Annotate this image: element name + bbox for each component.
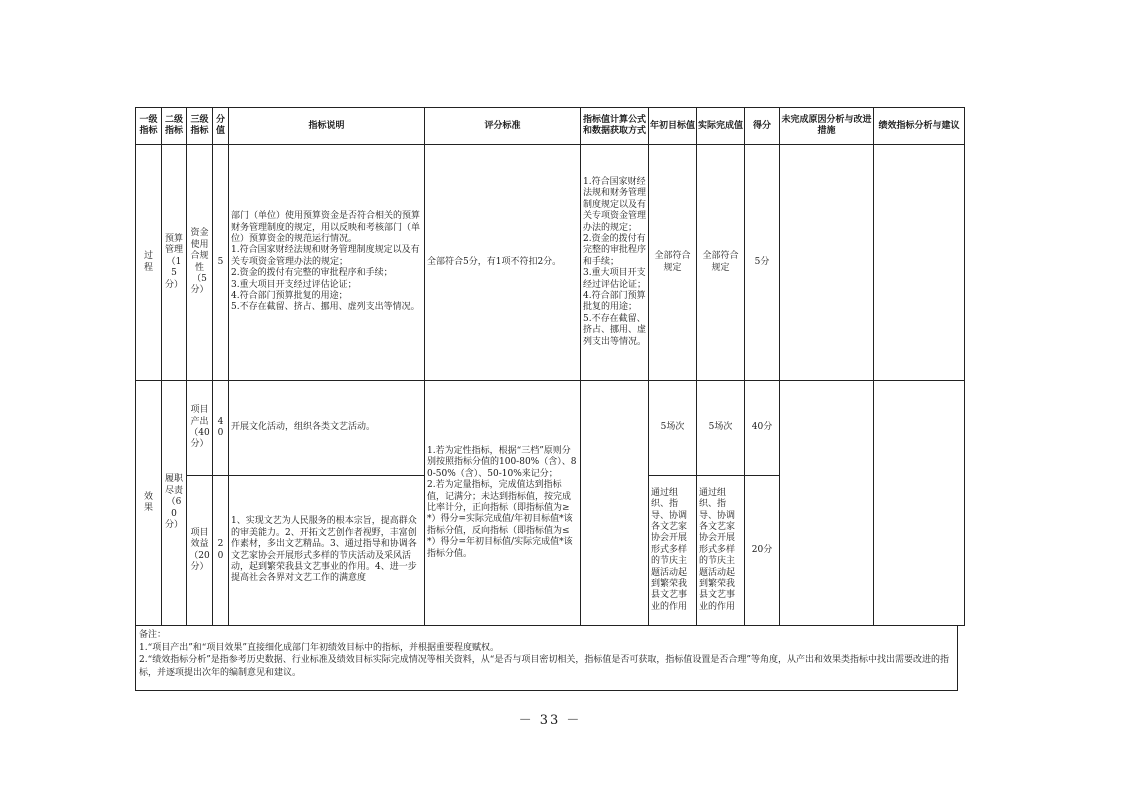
cell-formula xyxy=(581,381,649,626)
cell-score: 5 xyxy=(213,145,229,381)
cell-level3: 项目 产出 （40 分） xyxy=(187,381,213,476)
header-target: 年初目标值 xyxy=(649,108,697,145)
table-row xyxy=(136,381,965,476)
header-got: 得分 xyxy=(745,108,780,145)
cell-target: 通过组织、指导、协调各文艺家协会开展形式多样的节庆主题活动起到繁荣我县文艺事业的作用 xyxy=(649,476,697,626)
cell-level2: 预算 管理 （15 分） xyxy=(162,145,187,381)
cell-level3: 项目 效益 （20 分） xyxy=(187,476,213,626)
header-actual: 实际完成值 xyxy=(697,108,745,145)
remarks-box xyxy=(135,625,958,691)
cell-level1: 过 程 xyxy=(136,145,162,381)
cell-level2: 履职 尽责 （60 分） xyxy=(162,381,187,626)
cell-target: 全部符合 规定 xyxy=(649,145,697,381)
cell-actual: 通过组织、指导、协调各文艺家协会开展形式多样的节庆主题活动起到繁荣我县文艺事业的作用 xyxy=(697,476,745,626)
cell-level1: 效 果 xyxy=(136,381,162,626)
cell-reason xyxy=(780,381,874,626)
cell-target: 5场次 xyxy=(649,381,697,476)
cell-description: 1、实现文艺为人民服务的根本宗旨，提高群众的审美能力。2、开拓文艺创作者视野，丰富创作素材，多出文艺精品。3、通过指导和协调各文艺家协会开展形式多样的节庆活动及采风活动，起到繁荣我县文艺事业的作用。4、进一步提高社会各界对文艺工作的满意度 xyxy=(229,476,425,626)
cell-formula: 1.符合国家财经法规和财务管理制度规定以及有关专项资金管理办法的规定； 2.资金的拨付有完整的审批程序和手续； 3.重大项目开支经过评估论证； 4.符合部门预算批复的用途； 5.不存在截留、挤占、挪用、虚列支出等情况。 xyxy=(581,145,649,381)
cell-suggestion xyxy=(874,145,965,381)
page-number: － 33 － xyxy=(518,713,582,728)
cell-actual: 全部符合 规定 xyxy=(697,145,745,381)
header-suggestion: 绩效指标分析与建议 xyxy=(874,108,965,145)
header-score: 分值 xyxy=(213,108,229,145)
cell-score: 40 xyxy=(213,381,229,476)
header-formula: 指标值计算公式和数据获取方式 xyxy=(581,108,649,145)
header-row xyxy=(136,108,965,145)
cell-criteria: 1.若为定性指标，根据“三档”原则分别按照指标分值的100-80%（含）、80-50%（含）、50-10%来记分； 2.若为定量指标，完成值达到指标值，记满分；未达到指标值，按完成比率计分，正向指标（即指标值为≥*）得分=实际完成值/年初目标值*该指标分值，反向指标（即指标值为≤*）得分=年初目标值/实际完成值*该指标分值。 xyxy=(425,381,581,626)
cell-suggestion xyxy=(874,381,965,626)
cell-got: 20分 xyxy=(745,476,780,626)
header-criteria: 评分标准 xyxy=(425,108,581,145)
cell-level3: 资金 使用 合规 性 （5 分） xyxy=(187,145,213,381)
header-reason: 未完成原因分析与改进措施 xyxy=(780,108,874,145)
header-description: 指标说明 xyxy=(229,108,425,145)
remarks-line: 2.“绩效指标分析”是指参考历史数据、行业标准及绩效目标实际完成情况等相关资料，从“是否与项目密切相关，指标值是否可获取，指标值设置是否合理”等角度，从产出和效果类指标中找出需要改进的指标，并逐项提出次年的编制意见和建议。 xyxy=(139,655,949,678)
cell-criteria: 全部符合5分，有1项不符扣2分。 xyxy=(425,145,581,381)
cell-got: 5分 xyxy=(745,145,780,381)
remarks-line: 1.“项目产出”和“项目效果”直接细化成部门年初绩效目标中的指标，并根据重要程度赋权。 xyxy=(139,642,499,653)
remarks-title: 备注： xyxy=(139,630,167,640)
table-row xyxy=(136,145,965,381)
cell-actual: 5场次 xyxy=(697,381,745,476)
header-level3: 三级指标 xyxy=(187,108,213,145)
performance-evaluation-table xyxy=(135,107,965,626)
cell-description: 部门（单位）使用预算资金是否符合相关的预算财务管理制度的规定，用以反映和考核部门（单位）预算资金的规范运行情况。 1.符合国家财经法规和财务管理制度规定以及有关专项资金管理办法的规定； 2.资金的拨付有完整的审批程序和手续； 3.重大项目开支经过评估论证； 4.符合部门预算批复的用途； 5.不存在截留、挤占、挪用、虚列支出等情况。 xyxy=(229,145,425,381)
cell-score: 20 xyxy=(213,476,229,626)
cell-description: 开展文化活动，组织各类文艺活动。 xyxy=(229,381,425,476)
cell-got: 40分 xyxy=(745,381,780,476)
header-level2: 二级指标 xyxy=(162,108,187,145)
header-level1: 一级指标 xyxy=(136,108,162,145)
cell-reason xyxy=(780,145,874,381)
